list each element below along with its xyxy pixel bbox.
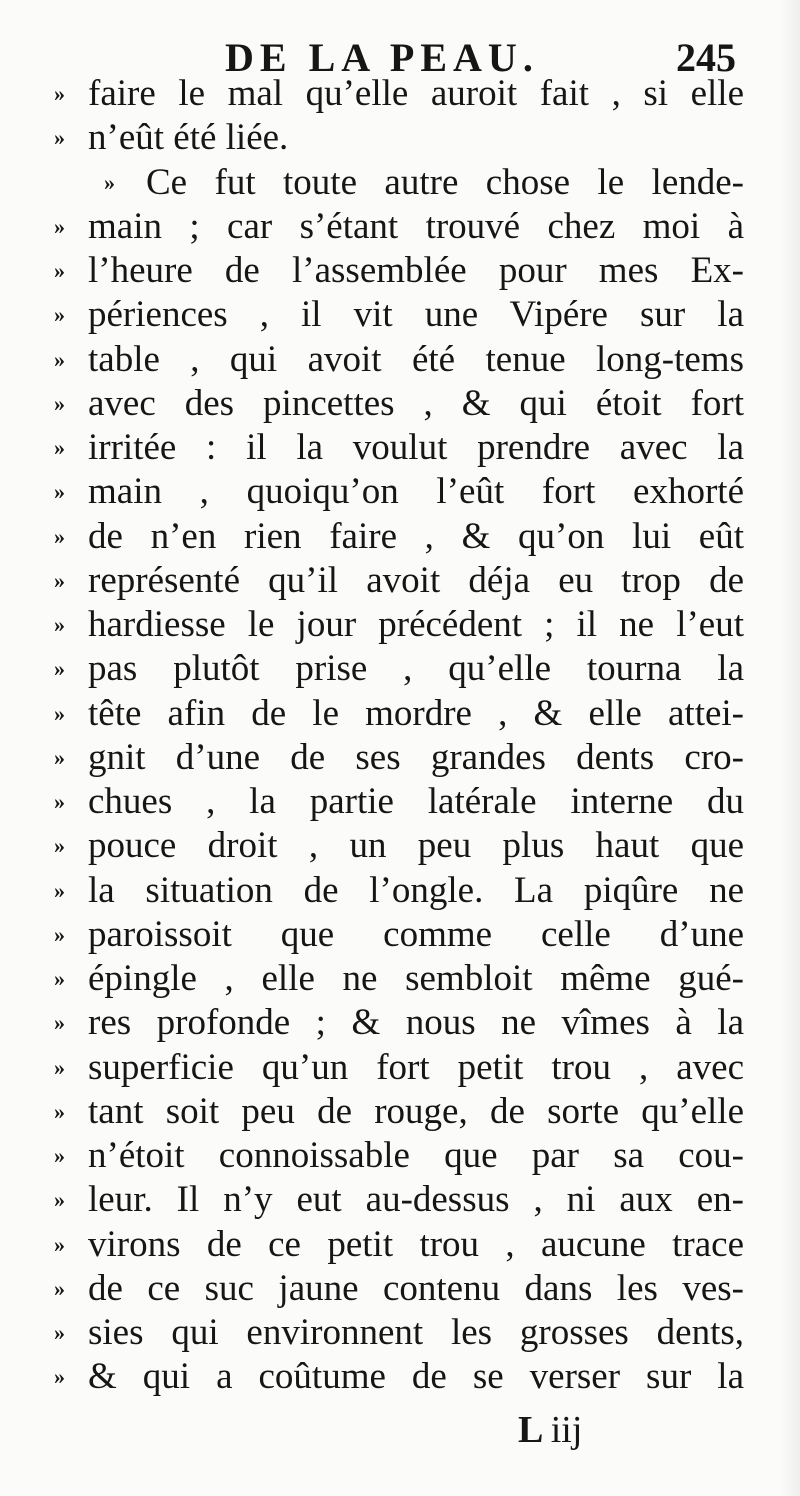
- line-text: leur. Il n’y eut au-dessus , ni aux en-: [88, 1179, 744, 1221]
- quotation-mark: »: [54, 789, 65, 814]
- quotation-mark: »: [54, 1010, 65, 1036]
- line-text: épingle , elle ne sembloit même gué-: [88, 958, 744, 999]
- quotation-mark: »: [54, 1187, 65, 1213]
- text-line: [54, 824, 754, 868]
- text-line: [54, 1090, 754, 1134]
- quotation-mark: »: [54, 1364, 65, 1390]
- page-number: 245: [676, 35, 736, 80]
- line-text: n’étoit connoissable que par sa cou-: [88, 1135, 744, 1176]
- line-text: représenté qu’il avoit déja eu trop de: [88, 559, 744, 601]
- line-text: l’heure de l’assemblée pour mes Ex-: [88, 250, 744, 291]
- text-line: [54, 470, 754, 514]
- text-line: [54, 913, 754, 957]
- line-text: de ce suc jaune contenu dans les ves-: [88, 1267, 744, 1309]
- quotation-mark: »: [54, 1320, 65, 1345]
- quotation-mark: »: [54, 567, 65, 593]
- line-text: faire le mal qu’elle auroit fait , si elle: [88, 73, 744, 114]
- line-text: virons de ce petit trou , aucune trace: [88, 1223, 744, 1265]
- line-text: table , qui avoit été tenue long-tems: [88, 338, 744, 380]
- quotation-mark: »: [54, 921, 65, 947]
- line-text: Ce fut toute autre chose le lende-: [146, 161, 744, 203]
- text-line: [54, 1178, 754, 1222]
- quotation-mark: »: [54, 302, 65, 328]
- text-line: [54, 692, 754, 736]
- text-line: [54, 736, 754, 780]
- quotation-mark: »: [54, 125, 65, 151]
- quotation-mark: »: [54, 1098, 65, 1124]
- text-line: [54, 1223, 754, 1267]
- line-text: périences , il vit une Vipére sur la: [88, 294, 744, 336]
- text-line: [54, 1046, 754, 1090]
- line-text: tant soit peu de rouge, de sorte qu’elle: [88, 1090, 744, 1132]
- quotation-mark: »: [54, 1231, 65, 1257]
- line-text: gnit d’une de ses grandes dents cro-: [88, 736, 744, 778]
- quotation-mark: »: [54, 744, 65, 770]
- quotation-mark: »: [54, 390, 65, 416]
- running-head: DE LA PEAU.: [225, 35, 539, 80]
- printer-signature-mark: [518, 1408, 582, 1452]
- text-line: [54, 603, 754, 647]
- line-text: pouce droit , un peu plus haut que: [88, 825, 744, 867]
- quotation-mark: »: [54, 1054, 65, 1080]
- quotation-mark: »: [54, 656, 65, 682]
- text-line: [54, 869, 754, 913]
- text-line: [54, 249, 754, 293]
- text-line: [54, 382, 754, 426]
- quotation-mark: »: [54, 1143, 65, 1168]
- text-line: [54, 1001, 754, 1045]
- line-text: tête afin de le mordre , & elle attei-: [88, 692, 744, 734]
- line-text: chues , la partie latérale interne du: [88, 781, 744, 822]
- quotation-mark: »: [54, 833, 65, 859]
- quotation-mark: »: [54, 612, 65, 637]
- text-line: [54, 1267, 754, 1311]
- quotation-mark: »: [54, 966, 65, 991]
- text-line: [54, 205, 754, 249]
- text-line: [54, 72, 754, 116]
- quotation-mark: »: [104, 169, 115, 195]
- line-text: paroissoit que comme celle d’une: [88, 913, 744, 955]
- line-text: main , quoiqu’on l’eût fort exhorté: [88, 471, 744, 513]
- line-text: pas plutôt prise , qu’elle tourna la: [88, 648, 744, 690]
- quotation-mark: »: [54, 346, 65, 372]
- text-line: [54, 293, 754, 337]
- text-line: [54, 116, 754, 160]
- signature-letter: L: [518, 1409, 542, 1451]
- text-line: [54, 426, 754, 470]
- quotation-mark: »: [54, 435, 65, 460]
- line-text: la situation de l’ongle. La piqûre ne: [88, 869, 744, 911]
- line-text: sies qui environnent les grosses dents,: [88, 1312, 744, 1353]
- quotation-mark: »: [54, 877, 65, 903]
- quotation-mark: »: [54, 258, 65, 283]
- quotation-mark: »: [54, 700, 65, 726]
- text-line: [54, 559, 754, 603]
- text-line: [54, 780, 754, 824]
- line-text: res profonde ; & nous ne vîmes à la: [88, 1002, 744, 1044]
- line-text: de n’en rien faire , & qu’on lui eût: [88, 515, 744, 557]
- line-text: irritée : il la voulut prendre avec la: [88, 427, 744, 468]
- quotation-mark: »: [54, 81, 65, 106]
- quotation-mark: »: [54, 523, 65, 549]
- line-text: superficie qu’un fort petit trou , avec: [88, 1046, 744, 1088]
- text-line: [54, 338, 754, 382]
- line-text: main ; car s’étant trouvé chez moi à: [88, 205, 744, 247]
- text-line: [54, 1311, 754, 1355]
- body-text: [54, 72, 754, 1400]
- line-text: n’eût été liée.: [88, 117, 289, 159]
- signature-numeral: iij: [550, 1409, 583, 1451]
- text-line: [54, 515, 754, 559]
- quotation-mark: »: [54, 479, 65, 505]
- quotation-mark: »: [54, 1275, 65, 1301]
- line-text: hardiesse le jour précédent ; il ne l’eut: [88, 604, 744, 645]
- line-text: avec des pincettes , & qui étoit fort: [88, 382, 744, 424]
- quotation-mark: »: [54, 213, 65, 239]
- text-line: [54, 957, 754, 1001]
- line-text: & qui a coûtume de se verser sur la: [88, 1356, 744, 1398]
- text-line: [54, 647, 754, 691]
- text-line: [54, 1134, 754, 1178]
- text-line: [54, 1355, 754, 1399]
- page-edge-shade: [780, 0, 800, 1496]
- text-line: [54, 161, 754, 205]
